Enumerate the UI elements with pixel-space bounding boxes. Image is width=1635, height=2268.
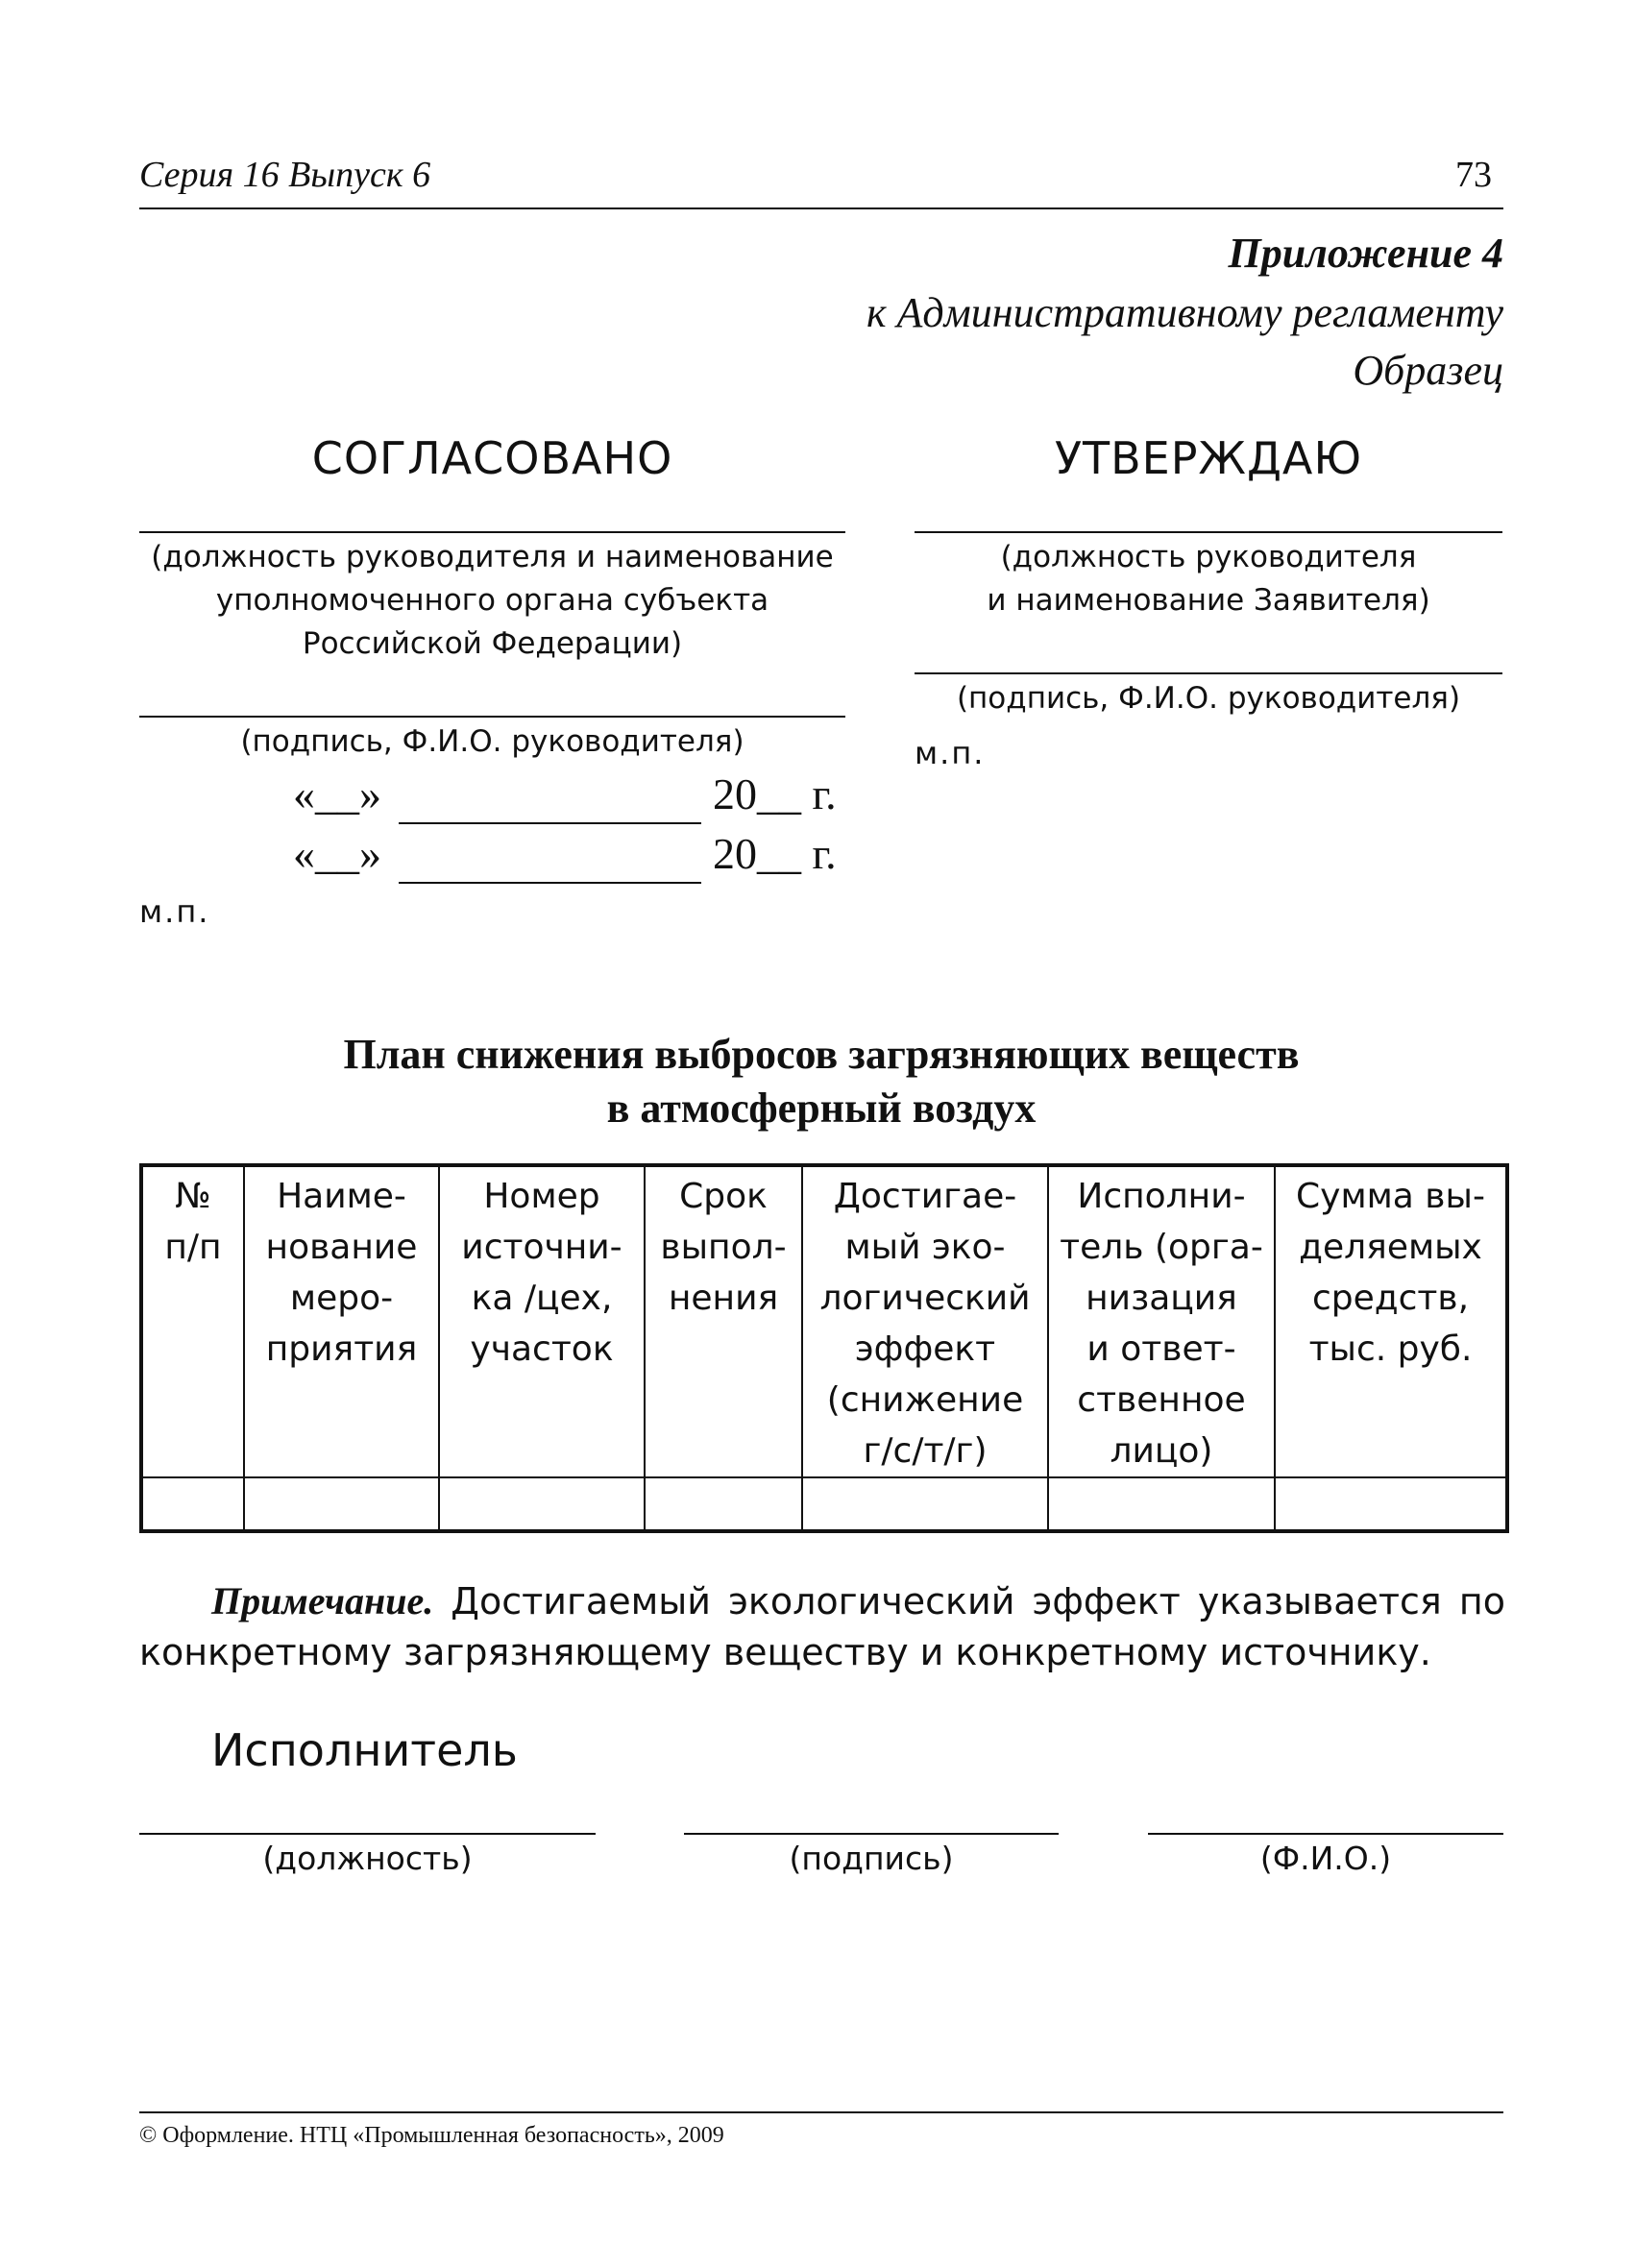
table-cell: [802, 1477, 1048, 1531]
approve-signature-caption: (подпись, Ф.И.О. руководителя): [956, 681, 1461, 716]
agreed-date-day: «__»: [293, 769, 381, 818]
agreed-date-month-line: [399, 822, 701, 824]
plan-title-line: в атмосферный воздух: [606, 1085, 1037, 1132]
column-header-measure-name: Наиме- нование меро- приятия: [244, 1165, 439, 1477]
column-header-number: № п/п: [141, 1165, 244, 1477]
appendix-sample-label: Образец: [1353, 347, 1503, 394]
page-number: 73: [1455, 155, 1492, 195]
agreed-date-year: 20__ г.: [713, 769, 837, 818]
plan-title-line: План снижения выбросов загрязняющих веществ: [343, 1031, 1300, 1078]
executor-signature-caption: (подпись): [789, 1840, 954, 1877]
appendix-title: Приложение 4: [1228, 230, 1503, 277]
table-cell: [244, 1477, 439, 1531]
executor-label: Исполнитель: [211, 1724, 518, 1776]
caption-line: и наименование Заявителя): [987, 583, 1430, 618]
approve-signature-line: [915, 672, 1502, 674]
column-header-ecological-effect: Достигае- мый эко- логический эффект (снижение г/с/т/г): [802, 1165, 1048, 1477]
executor-position-line: [139, 1833, 596, 1835]
note-paragraph: [139, 1575, 1505, 1678]
column-header-funds: Сумма вы- деляемых средств, тыс. руб.: [1275, 1165, 1507, 1477]
agreed-position-line: [139, 531, 845, 533]
footer-copyright: © Оформление. НТЦ «Промышленная безопасность», 2009: [139, 2123, 724, 2148]
column-header-executor: Исполни- тель (орга- низация и ответ- ственное лицо): [1048, 1165, 1275, 1477]
table-row: [141, 1477, 1507, 1531]
note-text: Достигаемый экологический эффект указывается по конкретному загрязняющему веществу и конкретному источнику.: [139, 1580, 1505, 1673]
agreed-date-year: 20__ г.: [713, 829, 837, 878]
caption-line: Российской Федерации): [302, 626, 683, 661]
approve-position-caption: [915, 536, 1502, 622]
approve-seal-label: м.п.: [915, 735, 986, 771]
note-label: Примечание.: [211, 1579, 434, 1622]
approve-heading: УТВЕРЖДАЮ: [1054, 432, 1363, 484]
header-rule: [139, 207, 1503, 209]
agreed-seal-label: м.п.: [139, 893, 210, 930]
table-cell: [1275, 1477, 1507, 1531]
plan-title: [139, 1028, 1503, 1135]
table-cell: [1048, 1477, 1275, 1531]
caption-line: уполномоченного органа субъекта: [215, 583, 769, 618]
agreed-date-month-line: [399, 882, 701, 884]
agreed-date-day: «__»: [293, 829, 381, 878]
caption-line: (должность руководителя: [1000, 540, 1417, 574]
footer-rule: [139, 2111, 1503, 2113]
executor-signature-line: [684, 1833, 1059, 1835]
executor-position-caption: (должность): [262, 1840, 473, 1877]
executor-name-caption: (Ф.И.О.): [1259, 1840, 1392, 1877]
column-header-deadline: Срок выпол- нения: [645, 1165, 802, 1477]
agreed-signature-caption: (подпись, Ф.И.О. руководителя): [240, 724, 744, 759]
column-header-source-number: Номер источни- ка /цех, участок: [439, 1165, 645, 1477]
table-cell: [645, 1477, 802, 1531]
agreed-position-caption: [139, 536, 845, 666]
running-header-series: Серия 16 Выпуск 6: [139, 155, 431, 195]
caption-line: (должность руководителя и наименование: [151, 540, 834, 574]
table-header-row: [141, 1165, 1507, 1477]
approve-position-line: [915, 531, 1502, 533]
table-cell: [439, 1477, 645, 1531]
agreed-heading: СОГЛАСОВАНО: [311, 432, 673, 484]
appendix-subtitle: к Административному регламенту: [866, 289, 1503, 336]
plan-table: [139, 1163, 1509, 1533]
executor-name-line: [1148, 1833, 1503, 1835]
table-cell: [141, 1477, 244, 1531]
agreed-signature-line: [139, 716, 845, 718]
